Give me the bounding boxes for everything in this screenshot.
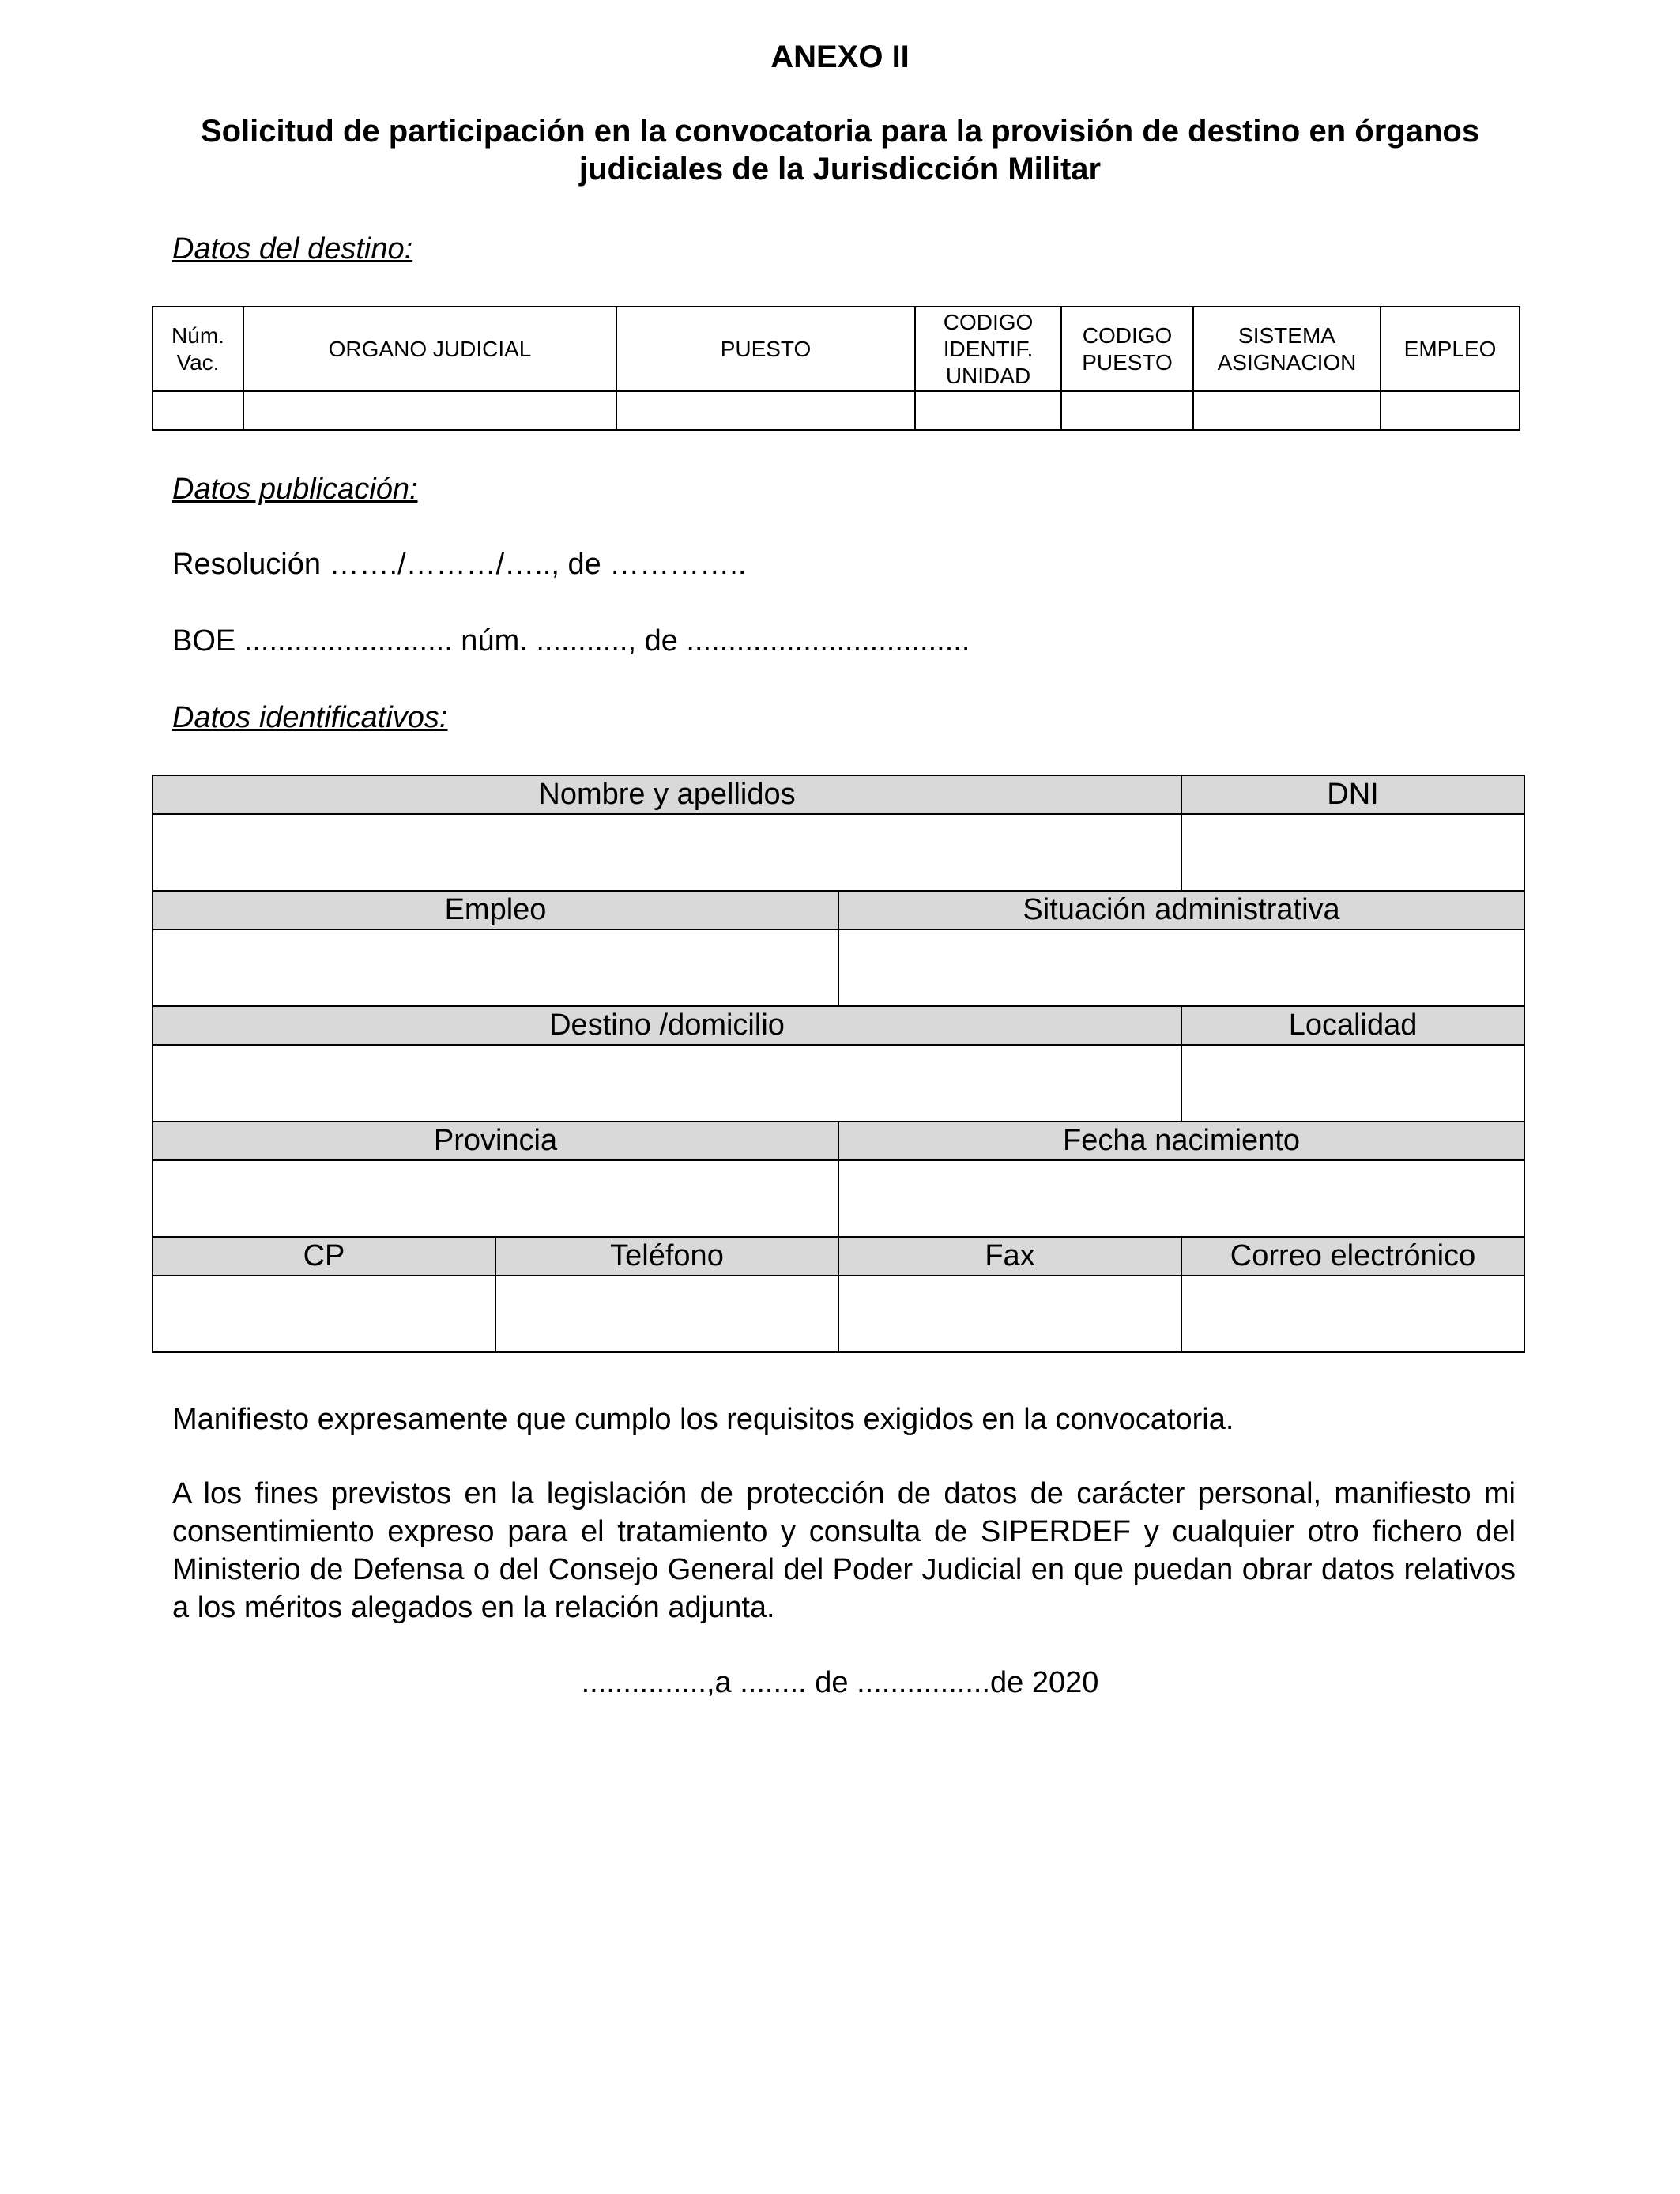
field-empleo-ident[interactable] bbox=[153, 929, 838, 1006]
label-fecha-nacimiento: Fecha nacimiento bbox=[838, 1122, 1524, 1160]
field-fecha-nacimiento[interactable] bbox=[838, 1160, 1524, 1237]
field-codigo-puesto[interactable] bbox=[1061, 391, 1193, 430]
field-telefono[interactable] bbox=[495, 1276, 838, 1352]
header-num-vac: Núm. Vac. bbox=[153, 307, 243, 391]
label-fax: Fax bbox=[838, 1237, 1181, 1276]
header-puesto: PUESTO bbox=[616, 307, 915, 391]
label-empleo: Empleo bbox=[153, 891, 838, 929]
header-empleo: EMPLEO bbox=[1381, 307, 1520, 391]
destino-table bbox=[152, 306, 1520, 431]
label-nombre-apellidos: Nombre y apellidos bbox=[153, 775, 1181, 814]
label-situacion-administrativa: Situación administrativa bbox=[838, 891, 1524, 929]
field-dni[interactable] bbox=[1181, 814, 1524, 891]
field-num-vac[interactable] bbox=[153, 391, 243, 430]
section-heading-destino: Datos del destino: bbox=[172, 232, 413, 266]
consentimiento-paragraph: A los fines previstos en la legislación de protección de datos de carácter personal, manifiesto mi consentimiento expreso para el tratamiento y consulta de SIPERDEF y cualquier otro fichero del Ministerio de Defensa o del Consejo General del Poder Judicial en que puedan obrar datos relativos a los méritos alegados en la relación adjunta. bbox=[172, 1477, 1516, 1624]
field-situacion-administrativa[interactable] bbox=[838, 929, 1524, 1006]
manifiesto-paragraph: Manifiesto expresamente que cumplo los requisitos exigidos en la convocatoria. bbox=[172, 1403, 1234, 1436]
field-empleo[interactable] bbox=[1381, 391, 1520, 430]
header-codigo-puesto: CODIGO PUESTO bbox=[1061, 307, 1193, 391]
fecha-firma-line: ...............,a ........ de ................de 2020 bbox=[581, 1666, 1099, 1699]
boe-line: BOE ......................... núm. ..........., de .................................. bbox=[172, 624, 970, 658]
document-subtitle: Solicitud de participación en la convocatoria para la provisión de destino en órganos judiciales de la Jurisdicción Militar bbox=[200, 114, 1480, 187]
label-dni: DNI bbox=[1181, 775, 1524, 814]
field-sistema-asignacion[interactable] bbox=[1193, 391, 1381, 430]
field-nombre-apellidos[interactable] bbox=[153, 814, 1181, 891]
field-localidad[interactable] bbox=[1181, 1045, 1524, 1122]
field-codigo-identif-unidad[interactable] bbox=[915, 391, 1061, 430]
document-title: ANEXO II bbox=[770, 40, 910, 74]
identificativos-table bbox=[152, 775, 1525, 1353]
field-provincia[interactable] bbox=[153, 1160, 838, 1237]
field-destino-domicilio[interactable] bbox=[153, 1045, 1181, 1122]
label-destino-domicilio: Destino /domicilio bbox=[153, 1006, 1181, 1045]
label-provincia: Provincia bbox=[153, 1122, 838, 1160]
header-organo-judicial: ORGANO JUDICIAL bbox=[243, 307, 616, 391]
destino-table-header-row bbox=[153, 307, 1520, 391]
destino-table-entry-row bbox=[153, 391, 1520, 430]
field-puesto[interactable] bbox=[616, 391, 915, 430]
field-organo-judicial[interactable] bbox=[243, 391, 616, 430]
label-cp: CP bbox=[153, 1237, 495, 1276]
field-fax[interactable] bbox=[838, 1276, 1181, 1352]
section-heading-publicacion: Datos publicación: bbox=[172, 473, 418, 506]
label-correo-electronico: Correo electrónico bbox=[1181, 1237, 1524, 1276]
label-localidad: Localidad bbox=[1181, 1006, 1524, 1045]
section-heading-identificativos: Datos identificativos: bbox=[172, 701, 448, 734]
resolucion-line: Resolución ……./………/….., de ………….. bbox=[172, 548, 747, 581]
label-telefono: Teléfono bbox=[495, 1237, 838, 1276]
header-codigo-identif-unidad: CODIGO IDENTIF. UNIDAD bbox=[915, 307, 1061, 391]
field-correo-electronico[interactable] bbox=[1181, 1276, 1524, 1352]
header-sistema-asignacion: SISTEMA ASIGNACION bbox=[1193, 307, 1381, 391]
field-cp[interactable] bbox=[153, 1276, 495, 1352]
